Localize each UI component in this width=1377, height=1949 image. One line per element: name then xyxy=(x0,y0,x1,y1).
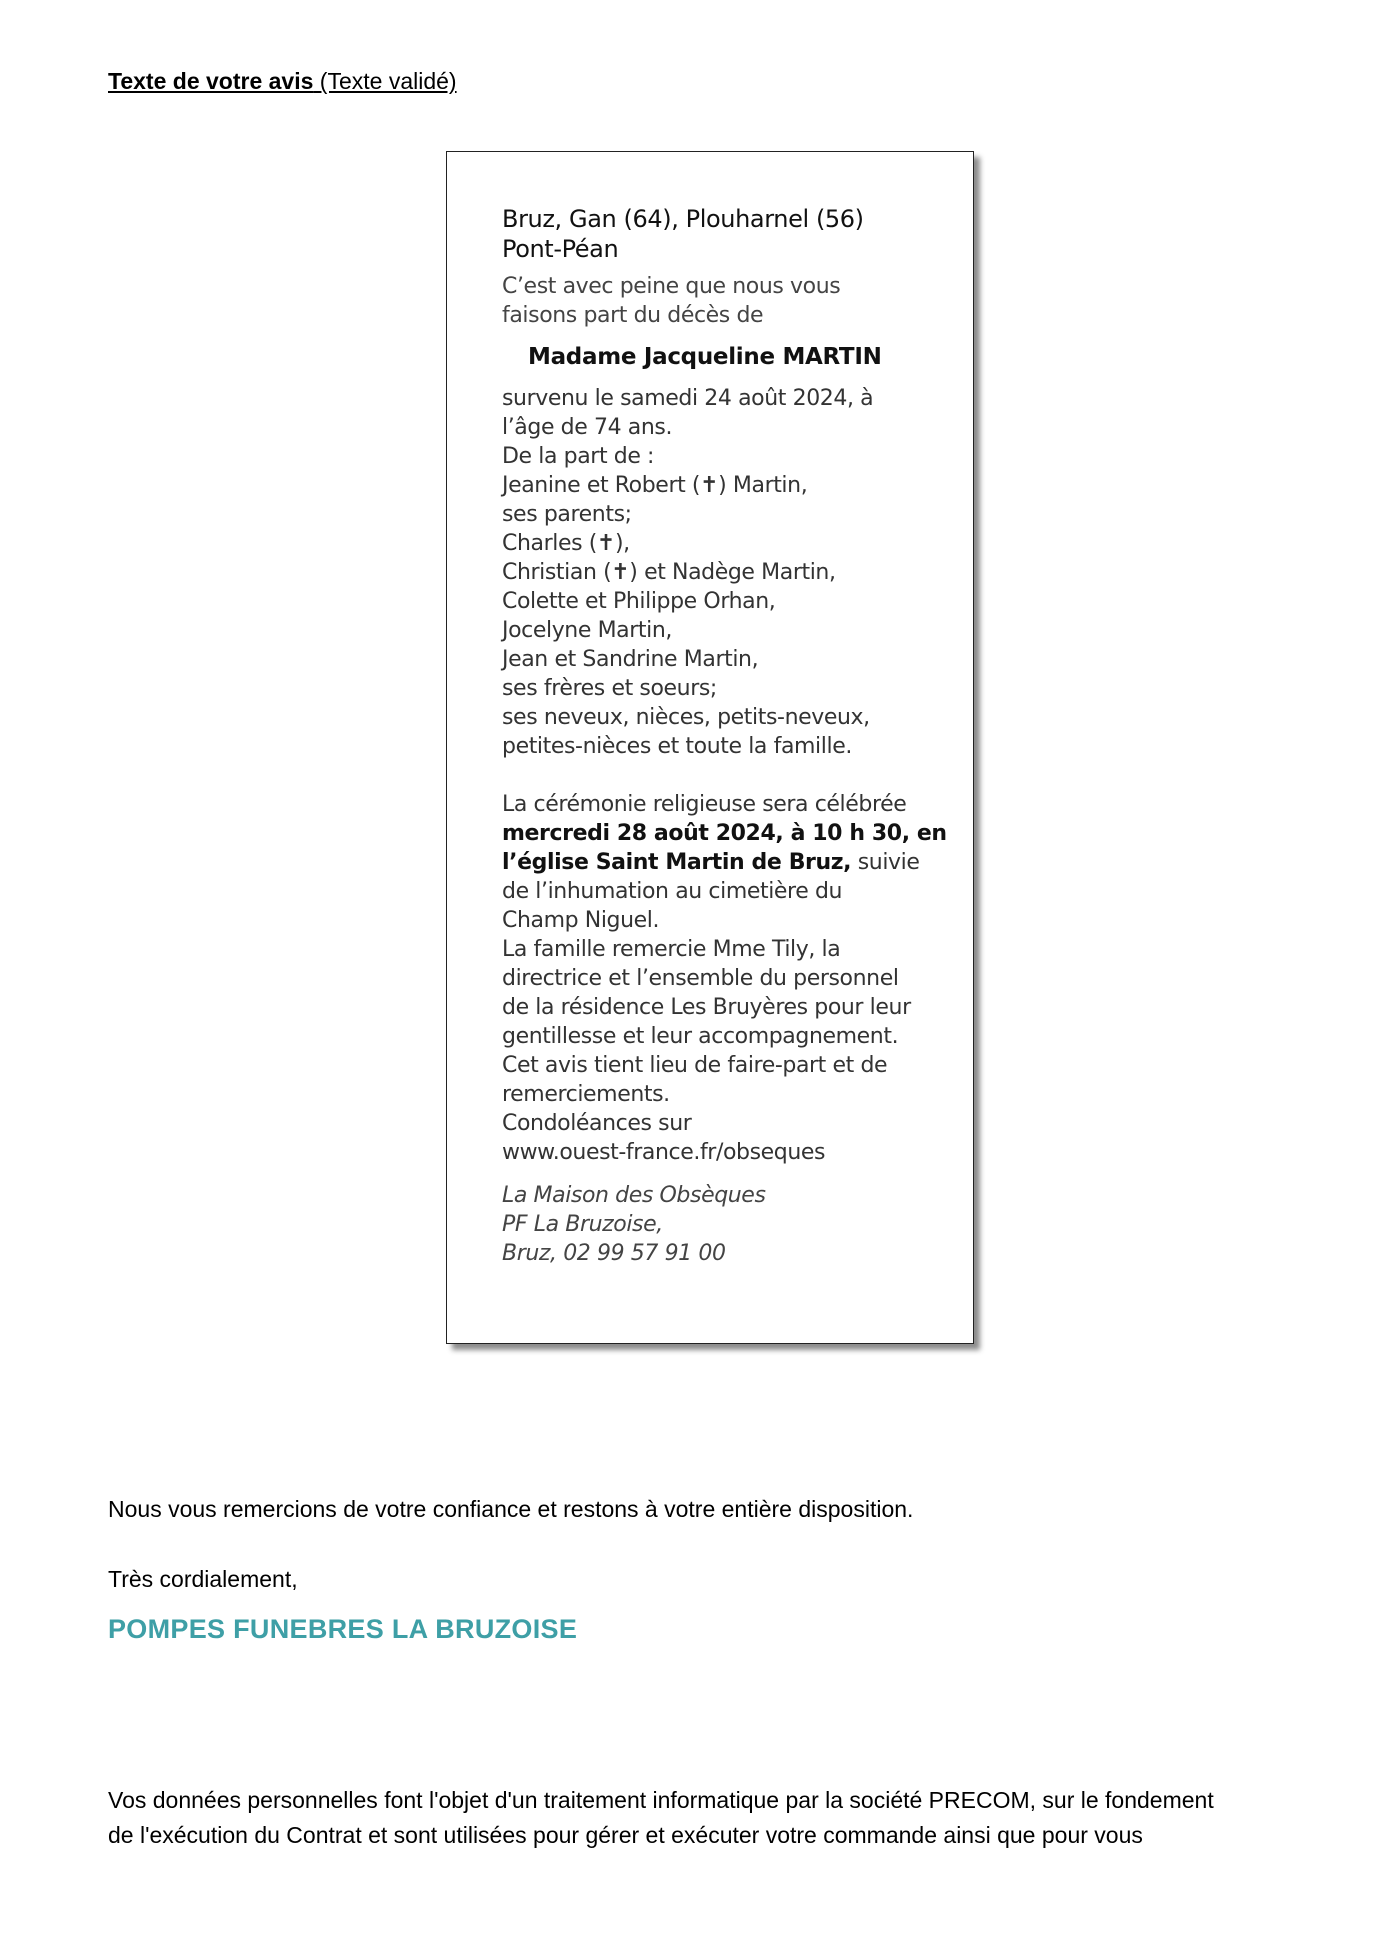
funeral-home-line: La Maison des Obsèques xyxy=(502,1183,766,1208)
family-line: Jean et Sandrine Martin, xyxy=(502,647,759,672)
ceremony-details xyxy=(502,790,947,1167)
paragraph-gap xyxy=(502,761,942,790)
intro-line: faisons part du décès de xyxy=(502,303,764,328)
family-line: petites-nièces et toute la famille. xyxy=(502,734,852,759)
family-line: Charles (✝), xyxy=(502,531,630,556)
heading-title: Texte de votre avis xyxy=(108,68,314,94)
family-line: l’âge de 74 ans. xyxy=(502,415,673,440)
ceremony-line: Champ Niguel. xyxy=(502,908,660,933)
family-list xyxy=(502,384,942,761)
ceremony-suivie: suivie xyxy=(851,850,920,875)
family-line: Christian (✝) et Nadège Martin, xyxy=(502,560,836,585)
ceremony-line: remerciements. xyxy=(502,1082,670,1107)
notice-heading xyxy=(108,66,457,96)
obituary-notice xyxy=(446,151,974,1344)
intro-line: C’est avec peine que nous vous xyxy=(502,274,841,299)
location-line: Pont-Péan xyxy=(502,235,619,263)
ceremony-line: La famille remercie Mme Tily, la xyxy=(502,937,841,962)
privacy-notice xyxy=(108,1783,1328,1853)
ceremony-place-line xyxy=(502,848,942,877)
funeral-home xyxy=(502,1181,942,1268)
ceremony-line: Condoléances sur xyxy=(502,1111,692,1136)
ceremony-date: mercredi 28 août 2024, à 10 h 30, en xyxy=(502,821,947,846)
ceremony-place: l’église Saint Martin de Bruz, xyxy=(502,850,852,875)
closing-text: Très cordialement, xyxy=(108,1566,298,1592)
company-name: POMPES FUNEBRES LA BRUZOISE xyxy=(108,1614,578,1644)
family-line: ses neveux, nièces, petits-neveux, xyxy=(502,705,870,730)
privacy-line: Vos données personnelles font l'objet d'un traitement informatique par la société PRECOM, sur le fondement xyxy=(108,1787,1214,1813)
privacy-line: de l'exécution du Contrat et sont utilisées pour gérer et exécuter votre commande ainsi que pour vous xyxy=(108,1822,1143,1848)
location-line: Bruz, Gan (64), Plouharnel (56) xyxy=(502,205,864,233)
ceremony-line: directrice et l’ensemble du personnel xyxy=(502,966,899,991)
deceased-name: Madame Jacqueline MARTIN xyxy=(528,344,882,370)
family-line: Colette et Philippe Orhan, xyxy=(502,589,776,614)
family-line: ses parents; xyxy=(502,502,632,527)
funeral-home-phone: Bruz, 02 99 57 91 00 xyxy=(502,1241,726,1266)
ceremony-line: de la résidence Les Bruyères pour leur xyxy=(502,995,911,1020)
ceremony-intro: La cérémonie religieuse sera célébrée xyxy=(502,792,907,817)
ceremony-line: gentillesse et leur accompagnement. xyxy=(502,1024,899,1049)
ceremony-line: de l’inhumation au cimetière du xyxy=(502,879,843,904)
family-line: De la part de : xyxy=(502,444,655,469)
family-line: Jeanine et Robert (✝) Martin, xyxy=(502,473,808,498)
notice-locations xyxy=(502,204,942,264)
thanks-text: Nous vous remercions de votre confiance et restons à votre entière disposition. xyxy=(108,1496,914,1522)
family-line: survenu le samedi 24 août 2024, à xyxy=(502,386,874,411)
ceremony-line: Cet avis tient lieu de faire-part et de xyxy=(502,1053,888,1078)
family-line: ses frères et soeurs; xyxy=(502,676,717,701)
notice-intro xyxy=(502,272,942,330)
obituary-notice-text xyxy=(502,204,947,1268)
funeral-home-line: PF La Bruzoise, xyxy=(502,1212,663,1237)
family-line: Jocelyne Martin, xyxy=(502,618,672,643)
heading-status: (Texte validé) xyxy=(313,68,457,94)
condolences-url: www.ouest-france.fr/obseques xyxy=(502,1140,826,1165)
